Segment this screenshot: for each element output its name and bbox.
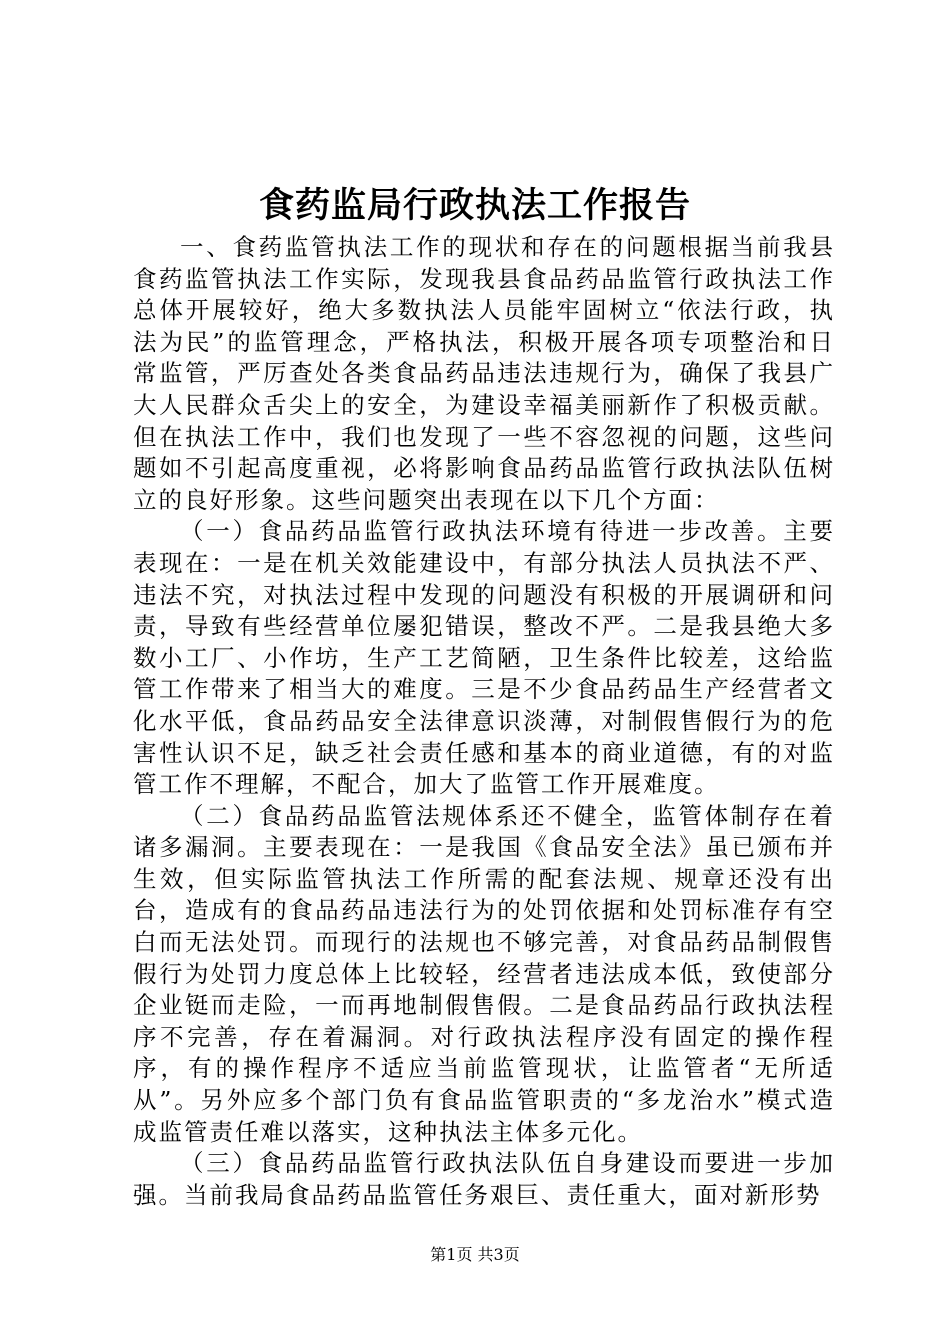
document-title: 食药监局行政执法工作报告 [258,185,691,226]
page-footer: 第1页 共3页 [430,1245,520,1264]
paragraph-3: （二）食品药品监管法规体系还不健全，监管体制存在着诸多漏洞。主要表现在：一是我国《食品安全法》虽已颁布并生效，但实际监管执法工作所需的配套法规、规章还没有出台，造成有的食品药品违法行为的处罚依据和处罚标准存有空白而无法处罚。而现行的法规也不够完善，对食品药品制假售假行为处罚力度总体上比较轻，经营者违法成本低，致使部分企业铤而走险，一而再地制假售假。二是食品药品行政执法程序不完善，存在着漏洞。对行政执法程序没有固定的操作程序，有的操作程序不适应当前监管现状，让监管者“无所适从”。另外应多个部门负有食品监管职责的“多龙治水”模式造成监管责任难以落实，这种执法主体多元化。 [133,801,835,1146]
document-body [133,232,835,1211]
paragraph-1: 一、食药监管执法工作的现状和存在的问题根据当前我县食药监管执法工作实际，发现我县食品药品监管行政执法工作总体开展较好，绝大多数执法人员能牢固树立“依法行政，执法为民”的监管理念，严格执法，积极开展各项专项整治和日常监管，严厉查处各类食品药品违法违规行为，确保了我县广大人民群众舌尖上的安全，为建设幸福美丽新作了积极贡献。但在执法工作中，我们也发现了一些不容忽视的问题，这些问题如不引起高度重视，必将影响食品药品监管行政执法队伍树立的良好形象。这些问题突出表现在以下几个方面： [133,233,835,514]
paragraph-4: （三）食品药品监管行政执法队伍自身建设而要进一步加强。当前我局食品药品监管任务艰巨、责任重大，面对新形势 [133,1149,835,1209]
paragraph-2: （一）食品药品监管行政执法环境有待进一步改善。主要表现在：一是在机关效能建设中，有部分执法人员执法不严、违法不究，对执法过程中发现的问题没有积极的开展调研和问责，导致有些经营单位屡犯错误，整改不严。二是我县绝大多数小工厂、小作坊，生产工艺简陋，卫生条件比较差，这给监管工作带来了相当大的难度。三是不少食品药品生产经营者文化水平低，食品药品安全法律意识淡薄，对制假售假行为的危害性认识不足，缺乏社会责任感和基本的商业道德，有的对监管工作不理解，不配合，加大了监管工作开展难度。 [133,517,835,799]
